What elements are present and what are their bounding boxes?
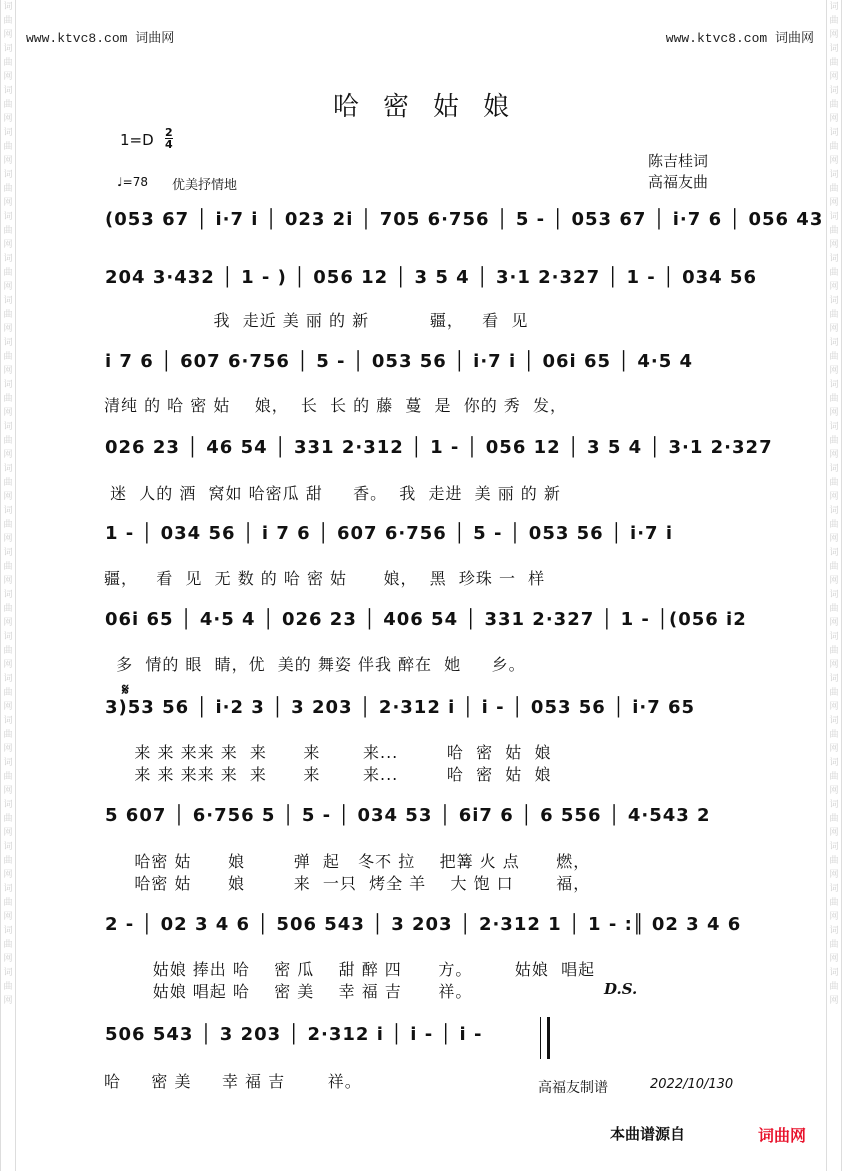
watermark-glyph: 词 <box>829 968 839 978</box>
watermark-glyph: 词 <box>3 422 13 432</box>
lyric-line-7b: 来 来 来来 来 来 来 来... 哈 密 姑 娘 <box>104 765 552 784</box>
notation: 026 23 │ 46 54 │ 331 2·312 │ 1 - │ 056 12 │ 3 5 4 │ 3·1 2·327 <box>105 437 773 458</box>
watermark-glyph: 网 <box>3 240 13 250</box>
notation: 204 3·432 │ 1 - ) │ 056 12 │ 3 5 4 │ 3·1 2·327 │ 1 - │ 034 56 <box>105 267 757 288</box>
watermark-glyph: 网 <box>829 450 839 460</box>
watermark-glyph: 网 <box>3 450 13 460</box>
watermark-glyph: 曲 <box>829 982 839 992</box>
watermark-glyph: 曲 <box>3 982 13 992</box>
watermark-glyph: 网 <box>3 576 13 586</box>
watermark-glyph: 曲 <box>3 562 13 572</box>
lyric-line-6: 多 情的 眼 睛，优 美的 舞姿 伴我 醉在 她 乡。 <box>104 655 526 674</box>
watermark-glyph: 词 <box>829 254 839 264</box>
time-signature-bottom: 4 <box>165 138 173 151</box>
watermark-glyph: 网 <box>3 912 13 922</box>
notation: i 7 6 │ 607 6·756 │ 5 - │ 053 56 │ i·7 i │ 06i 65 │ 4·5 4 <box>105 351 694 372</box>
staff-line-2 <box>105 258 757 308</box>
watermark-glyph: 曲 <box>3 58 13 68</box>
watermark-glyph: 网 <box>829 786 839 796</box>
watermark-glyph: 词 <box>3 842 13 852</box>
lyric-line-7a: 来 来 来来 来 来 来 来... 哈 密 姑 娘 <box>104 743 552 762</box>
watermark-glyph: 曲 <box>829 478 839 488</box>
watermark-glyph: 词 <box>3 758 13 768</box>
expression-mark: 优美抒情地 <box>172 178 238 193</box>
watermark-glyph: 网 <box>3 744 13 754</box>
watermark-glyph: 网 <box>829 282 839 292</box>
staff-line-5 <box>105 514 741 564</box>
watermark-glyph: 词 <box>3 674 13 684</box>
watermark-glyph: 网 <box>829 702 839 712</box>
site-header-left[interactable]: www.ktvc8.com 词曲网 <box>26 31 175 46</box>
watermark-glyph: 网 <box>829 30 839 40</box>
watermark-glyph: 网 <box>3 618 13 628</box>
lyric-line-9a: 姑娘 捧出 哈 密 瓜 甜 醉 四 方。 姑娘 唱起 <box>104 960 596 979</box>
site-header-right[interactable]: www.ktvc8.com 词曲网 <box>665 31 814 46</box>
watermark-glyph: 网 <box>3 660 13 670</box>
producer-credit: 高福友制谱 <box>538 1080 608 1096</box>
watermark-glyph: 网 <box>829 492 839 502</box>
watermark-glyph: 网 <box>829 114 839 124</box>
watermark-glyph: 曲 <box>3 856 13 866</box>
staff-line-8 <box>105 796 741 846</box>
watermark-glyph: 词 <box>3 338 13 348</box>
watermark-glyph: 曲 <box>3 478 13 488</box>
notation: 2 - │ 02 3 4 6 │ 506 543 │ 3 203 │ 2·312 1 │ 1 - :║ 02 3 4 6 <box>105 914 742 935</box>
composer-credit: 高福友曲 <box>648 173 709 191</box>
watermark-glyph: 曲 <box>829 604 839 614</box>
watermark-glyph: 曲 <box>3 394 13 404</box>
watermark-glyph: 网 <box>829 660 839 670</box>
watermark-glyph: 网 <box>3 954 13 964</box>
staff-line-1 <box>105 200 824 250</box>
watermark-glyph: 网 <box>829 912 839 922</box>
watermark-strip-left <box>0 0 16 1171</box>
lyric-line-9b: 姑娘 唱起 哈 密 美 幸 福 吉 祥。 <box>104 982 473 1001</box>
watermark-glyph: 曲 <box>829 520 839 530</box>
watermark-glyph: 词 <box>3 968 13 978</box>
watermark-glyph: 词 <box>829 674 839 684</box>
watermark-glyph: 词 <box>829 590 839 600</box>
watermark-glyph: 曲 <box>829 16 839 26</box>
watermark-glyph: 曲 <box>829 310 839 320</box>
watermark-glyph: 词 <box>829 716 839 726</box>
watermark-glyph: 曲 <box>3 142 13 152</box>
watermark-glyph: 词 <box>3 254 13 264</box>
watermark-glyph: 网 <box>3 198 13 208</box>
watermark-glyph: 曲 <box>3 226 13 236</box>
watermark-glyph: 词 <box>829 506 839 516</box>
watermark-glyph: 词 <box>829 422 839 432</box>
notation: 1 - │ 034 56 │ i 7 6 │ 607 6·756 │ 5 - │ 053 56 │ i·7 i <box>105 523 674 544</box>
date-stamp: 2022/10/130 <box>650 1077 734 1092</box>
watermark-glyph: 词 <box>3 212 13 222</box>
watermark-glyph: 词 <box>829 86 839 96</box>
staff-line-7 <box>105 688 741 738</box>
watermark-glyph: 曲 <box>829 58 839 68</box>
watermark-glyph: 曲 <box>3 100 13 110</box>
watermark-glyph: 词 <box>829 548 839 558</box>
watermark-glyph: 词 <box>3 548 13 558</box>
watermark-glyph: 词 <box>829 296 839 306</box>
watermark-glyph: 网 <box>829 954 839 964</box>
watermark-glyph: 网 <box>3 828 13 838</box>
brand-logo[interactable]: 词曲网 <box>758 1126 807 1145</box>
song-title: 哈密姑娘 <box>332 92 533 122</box>
watermark-glyph: 网 <box>3 72 13 82</box>
watermark-glyph: 网 <box>3 282 13 292</box>
watermark-glyph: 词 <box>829 44 839 54</box>
watermark-glyph: 网 <box>829 324 839 334</box>
staff-line-10 <box>105 1015 535 1065</box>
watermark-glyph: 曲 <box>3 940 13 950</box>
watermark-glyph: 词 <box>3 44 13 54</box>
watermark-glyph: 曲 <box>3 688 13 698</box>
lyric-line-2: 我 走近 美 丽 的 新 疆， 看 见 <box>104 311 529 330</box>
watermark-glyph: 曲 <box>829 730 839 740</box>
watermark-glyph: 网 <box>829 534 839 544</box>
watermark-glyph: 曲 <box>3 352 13 362</box>
watermark-glyph: 曲 <box>829 940 839 950</box>
watermark-glyph: 词 <box>829 170 839 180</box>
watermark-glyph: 曲 <box>829 184 839 194</box>
watermark-glyph: 网 <box>829 72 839 82</box>
watermark-glyph: 网 <box>3 156 13 166</box>
watermark-glyph: 曲 <box>3 646 13 656</box>
watermark-glyph: 词 <box>3 2 13 12</box>
watermark-glyph: 曲 <box>3 520 13 530</box>
watermark-glyph: 词 <box>3 800 13 810</box>
watermark-glyph: 曲 <box>3 814 13 824</box>
watermark-glyph: 词 <box>829 380 839 390</box>
watermark-glyph: 词 <box>829 338 839 348</box>
watermark-glyph: 网 <box>829 618 839 628</box>
watermark-glyph: 曲 <box>829 646 839 656</box>
watermark-glyph: 词 <box>3 464 13 474</box>
watermark-glyph: 曲 <box>829 814 839 824</box>
watermark-glyph: 网 <box>829 744 839 754</box>
watermark-glyph: 曲 <box>829 856 839 866</box>
watermark-glyph: 词 <box>829 842 839 852</box>
notation: 506 543 │ 3 203 │ 2·312 i │ i - │ i - <box>105 1024 483 1045</box>
watermark-glyph: 网 <box>829 156 839 166</box>
watermark-glyph: 词 <box>829 758 839 768</box>
watermark-glyph: 词 <box>3 590 13 600</box>
watermark-glyph: 词 <box>3 884 13 894</box>
lyricist-credit: 陈吉桂词 <box>648 152 709 170</box>
ds-mark: D.S. <box>604 980 638 998</box>
watermark-glyph: 曲 <box>829 100 839 110</box>
watermark-glyph: 词 <box>829 212 839 222</box>
watermark-glyph: 词 <box>829 128 839 138</box>
watermark-glyph: 词 <box>3 632 13 642</box>
watermark-glyph: 曲 <box>3 772 13 782</box>
watermark-glyph: 曲 <box>3 184 13 194</box>
watermark-glyph: 曲 <box>3 436 13 446</box>
watermark-glyph: 词 <box>3 296 13 306</box>
watermark-glyph: 词 <box>829 884 839 894</box>
lyric-line-4: 迷 人的 酒 窝如 哈密瓜 甜 香。 我 走进 美 丽 的 新 <box>104 484 561 503</box>
watermark-glyph: 词 <box>829 464 839 474</box>
watermark-glyph: 曲 <box>3 16 13 26</box>
watermark-glyph: 网 <box>829 870 839 880</box>
watermark-glyph: 网 <box>3 366 13 376</box>
watermark-glyph: 网 <box>3 324 13 334</box>
watermark-glyph: 网 <box>3 492 13 502</box>
staff-line-4 <box>105 428 773 478</box>
notation: 06i 65 │ 4·5 4 │ 026 23 │ 406 54 │ 331 2·327 │ 1 - │(056 i2 <box>105 609 747 630</box>
watermark-glyph: 词 <box>3 716 13 726</box>
segno-icon: 𝄋 <box>122 680 129 699</box>
watermark-glyph: 网 <box>3 786 13 796</box>
time-signature-top: 2 <box>165 126 173 139</box>
watermark-glyph: 网 <box>3 30 13 40</box>
watermark-glyph: 词 <box>3 128 13 138</box>
lyric-line-3: 清纯 的 哈 密 姑 娘， 长 长 的 藤 蔓 是 你的 秀 发， <box>104 396 567 415</box>
watermark-glyph: 曲 <box>829 268 839 278</box>
source-label: 本曲谱源自 <box>610 1125 686 1143</box>
watermark-glyph: 曲 <box>829 772 839 782</box>
watermark-glyph: 词 <box>829 632 839 642</box>
notation: (053 67 │ i·7 i │ 023 2i │ 705 6·756 │ 5 - │ 053 67 │ i·7 6 │ 056 43 <box>105 209 824 230</box>
tempo-mark: ♩=78 <box>117 175 148 189</box>
watermark-glyph: 网 <box>3 996 13 1006</box>
watermark-strip-right <box>826 0 842 1171</box>
watermark-glyph: 曲 <box>3 730 13 740</box>
watermark-glyph: 网 <box>829 828 839 838</box>
watermark-glyph: 曲 <box>829 898 839 908</box>
watermark-glyph: 曲 <box>829 226 839 236</box>
watermark-glyph: 词 <box>829 2 839 12</box>
notation: 3)53 56 │ i·2 3 │ 3 203 │ 2·312 i │ i - │ 053 56 │ i·7 65 <box>105 697 696 718</box>
watermark-glyph: 网 <box>829 996 839 1006</box>
time-signature <box>165 127 173 150</box>
watermark-glyph: 网 <box>829 408 839 418</box>
key-signature: 1=D <box>120 131 154 149</box>
notation: 5 607 │ 6·756 5 │ 5 - │ 034 53 │ 6i7 6 │ 6 556 │ 4·543 2 <box>105 805 711 826</box>
watermark-glyph: 网 <box>829 198 839 208</box>
watermark-glyph: 词 <box>829 800 839 810</box>
staff-line-9 <box>105 905 741 955</box>
watermark-glyph: 网 <box>3 534 13 544</box>
watermark-glyph: 网 <box>3 408 13 418</box>
watermark-glyph: 词 <box>3 506 13 516</box>
watermark-glyph: 词 <box>3 86 13 96</box>
watermark-glyph: 曲 <box>829 562 839 572</box>
watermark-glyph: 曲 <box>829 394 839 404</box>
watermark-glyph: 曲 <box>829 352 839 362</box>
watermark-glyph: 网 <box>829 366 839 376</box>
watermark-glyph: 词 <box>3 170 13 180</box>
watermark-glyph: 曲 <box>829 436 839 446</box>
watermark-glyph: 词 <box>3 926 13 936</box>
watermark-glyph: 网 <box>3 702 13 712</box>
lyric-line-8a: 哈密 姑 娘 弹 起 冬不 拉 把篝 火 点 燃， <box>104 852 591 871</box>
staff-line-6 <box>105 600 747 650</box>
watermark-glyph: 曲 <box>3 898 13 908</box>
watermark-glyph: 网 <box>829 576 839 586</box>
lyric-line-10: 哈 密 美 幸 福 吉 祥。 <box>104 1072 362 1091</box>
lyric-line-8b: 哈密 姑 娘 来 一只 烤全 羊 大 饱 口 福， <box>104 874 591 893</box>
final-barline <box>540 1017 550 1059</box>
watermark-glyph: 网 <box>3 114 13 124</box>
watermark-glyph: 词 <box>829 926 839 936</box>
watermark-glyph: 曲 <box>3 310 13 320</box>
watermark-glyph: 曲 <box>3 268 13 278</box>
watermark-glyph: 曲 <box>3 604 13 614</box>
watermark-glyph: 曲 <box>829 142 839 152</box>
watermark-glyph: 网 <box>829 240 839 250</box>
watermark-glyph: 曲 <box>829 688 839 698</box>
staff-line-3 <box>105 342 741 392</box>
watermark-glyph: 网 <box>3 870 13 880</box>
watermark-glyph: 词 <box>3 380 13 390</box>
lyric-line-5: 疆， 看 见 无 数 的 哈 密 姑 娘， 黑 珍珠 一 样 <box>104 569 546 588</box>
